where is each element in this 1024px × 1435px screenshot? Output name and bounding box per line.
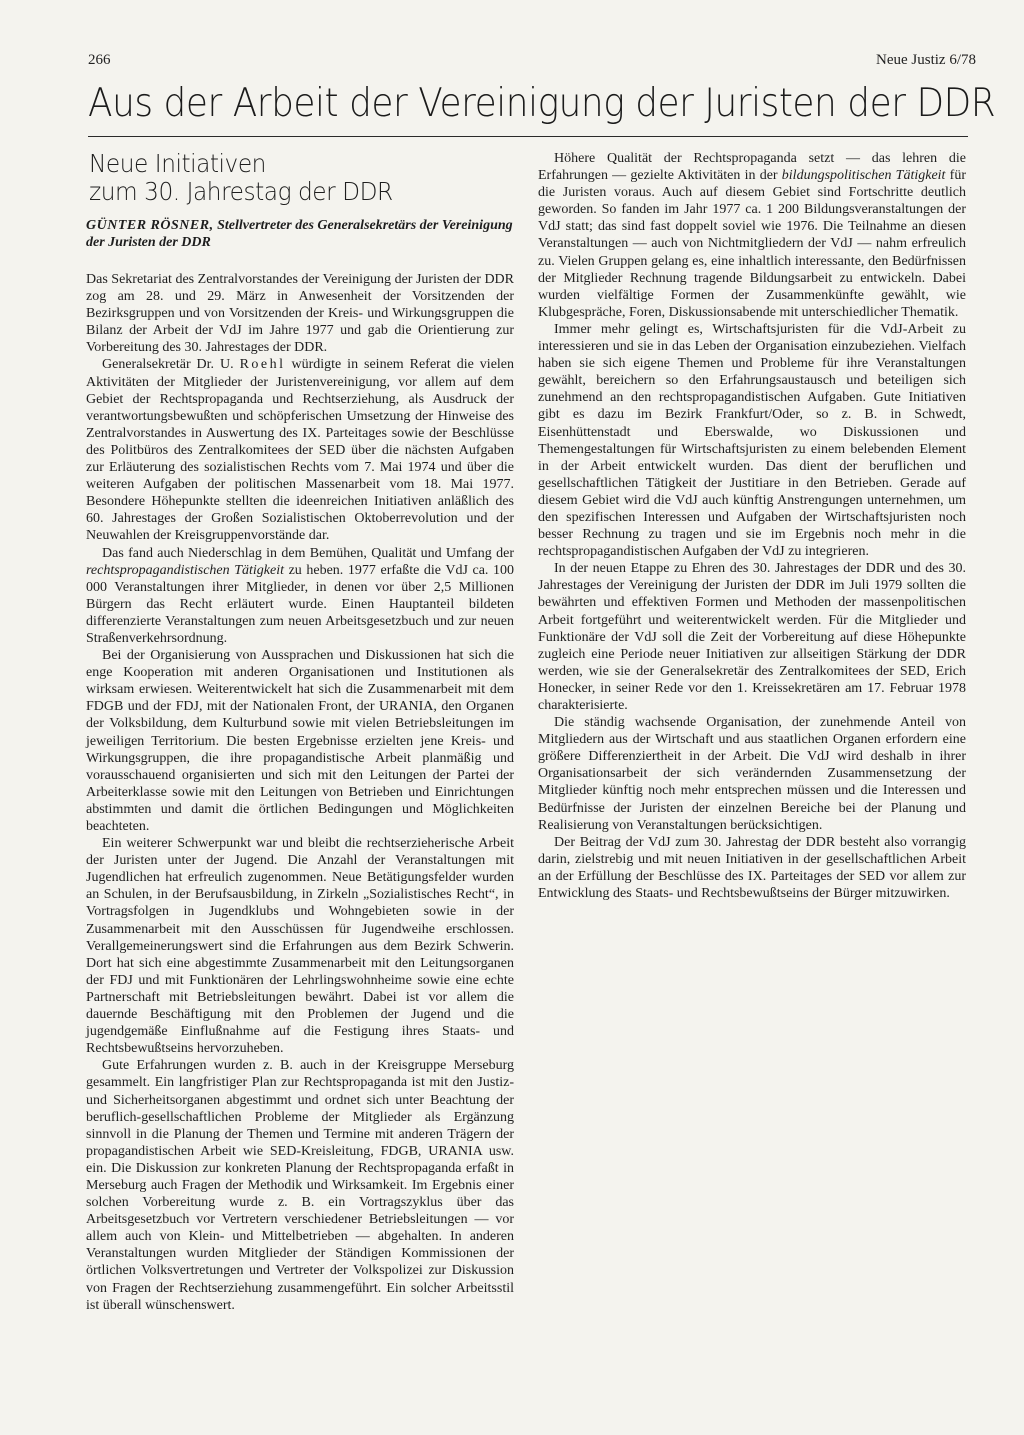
- paragraph: [538, 150, 966, 321]
- emphasis-text: bildungspolitischen Tätigkeit: [781, 168, 946, 184]
- journal-reference: Neue Justiz 6/78: [876, 52, 976, 68]
- paragraph: Das Sekretariat des Zentralvorstandes der Vereinigung der Juristen der DDR zog am 28. und 29. März in Anwesenheit der Vorsitzenden der Bezirksgruppen und von Vorsitzenden der Kreis- und Wirkungsgruppen die Bilanz der Arbeit der VdJ im Jahre 1977 und gab die Orientierung zur Vorbereitung des 30. Jahrestages der DDR.: [86, 272, 514, 356]
- paragraph-text: Höhere Qualität der Rechtspropaganda setzt — das lehren die Erfahrungen — gezielte Aktivitäten in der: [538, 151, 966, 184]
- page-number: 266: [88, 52, 111, 68]
- paragraph: Der Beitrag der VdJ zum 30. Jahrestag der DDR besteht also vorrangig darin, zielstrebig und mit neuen Initiativen in der gesellschaftlichen Arbeit an der Erfüllung der Beschlüsse des IX. Parteitages der SED vor allem zur Entwicklung des Staats- und Rechtsbewußtseins der Bürger mitzuwirken.: [538, 834, 966, 902]
- article-column-left: [86, 150, 514, 1314]
- paragraph-text: Das fand auch Niederschlag in dem Bemühen, Qualität und Umfang der: [102, 545, 514, 561]
- article-title: [89, 150, 484, 206]
- paragraph-text: für die Juristen voraus. Auch auf diesem Gebiet sind Fortschritte deutlich geworden. So fanden im Jahr 1977 ca. 1 200 Bildungsveranstaltungen der VdJ statt; das sind fast doppelt soviel wie 1976. Die Teilnahme an diesen Veranstaltungen — auch von Nichtmitgliedern der VdJ — nahm erfreulich zu. Vielen Gruppen gelang es, eine inhaltlich interessante, den Bedürfnissen der Mitglieder Rechnung tragende Bildungsarbeit zu entwickeln. Dabei wurden vielfältige Formen der Zusammenkünfte gewählt, wie Klubgespräche, Foren, Diskussionsabende mit unterschiedlicher Thematik.: [538, 168, 966, 320]
- author-name: GÜNTER RÖSNER,: [86, 218, 214, 233]
- paragraph: Die ständig wachsende Organisation, der zunehmende Anteil von Mitgliedern aus der Wirtschaft und aus staatlichen Organen erfordern eine größere Differenziertheit in der Arbeit. Die VdJ wird deshalb in ihrer Organisationsarbeit der sich verändernden Zusammensetzung der Mitglieder künftig noch mehr entsprechen müssen und die Interessen und Bedürfnisse der Juristen der einzelnen Bereiche bei der Planung und Realisierung von Veranstaltungen berücksichtigen.: [538, 715, 966, 833]
- paragraph-text: Generalsekretär Dr. U.: [102, 357, 234, 373]
- paragraph: Ein weiterer Schwerpunkt war und bleibt die rechtserzieherische Arbeit der Juristen unter der Jugend. Die Anzahl der Veranstaltungen mit Jugendlichen hat erfreulich zugenommen. Neue Betätigungsfelder wurden an Schulen, in der Berufsausbildung, in Zirkeln „Sozialistisches Recht“, in Vortragsfolgen in Jugendklubs und Wohngebieten sowie in der Zusammenarbeit mit den Ausschüssen für Jugendweihe erschlossen. Verallgemeinerungswert sind die Erfahrungen aus dem Bezirk Schwerin. Dort hat sich eine abgestimmte Zusammenarbeit mit den Leitungsorganen der FDJ und mit Funktionären der Lehrlingswohnheime sowie eine echte Partnerschaft mit Betriebsleitungen bewährt. Dabei ist vor allem die dauernde Beschäftigung mit den Problemen der Jugend und die jugendgemäße Einflußnahme auf die Festigung ihres Staats- und Rechtsbewußtseins hervorzuheben.: [86, 836, 514, 1057]
- paragraph-text: zu heben. 1977 erfaßte die VdJ ca. 100 000 Veranstaltungen ihrer Mitglieder, in denen vor über 2,5 Millionen Bürgern das Recht erläutert wurde. Einen Hauptanteil bildeten differenzierte Veranstaltungen zum neuen Arbeitsgesetzbuch und zur neuen Straßenverkehrsordnung.: [86, 562, 515, 646]
- author-role: Stellvertreter des Generalsekretärs der Vereinigung der Juristen der DDR: [86, 218, 513, 250]
- emphasis-text: rechtspropagandistischen Tätigkeit: [86, 562, 284, 578]
- paragraph: Bei der Organisierung von Aussprachen und Diskussionen hat sich die enge Kooperation mit anderen Organisationen und Institutionen als wirksam erwiesen. Weiterentwickelt hat sich die Zusammenarbeit mit dem FDGB und der FDJ, mit der Nationalen Front, der URANIA, den Organen der Volksbildung, dem Kulturbund sowie mit vielen Betriebsleitungen im jeweiligen Territorium. Die besten Ergebnisse erzielten jene Kreis- und Wirkungsgruppen, die ihre propagandistische Arbeit planmäßig und vorausschauend organisierten und sich mit den Leitungen der Partei der Arbeiterklasse sowie mit den Leitungen von Betrieben und Einrichtungen abstimmten und damit die örtlichen Bedingungen und Möglichkeiten beachteten.: [86, 648, 514, 834]
- paragraph-text: würdigte in seinem Referat die vielen Aktivitäten der Mitglieder der Juristenvereinigung, vor allem auf dem Gebiet der Rechtspropaganda und Rechtserziehung, als Ausdruck der verantwortungsbewußten und schöpferischen Umsetzung der Hinweise des Zentralvorstandes in Auswertung des IX. Parteitages sowie der Beschlüsse des Politbüros des Zentralkomitees der SED über die nächsten Aufgaben zur Erläuterung des sozialistischen Rechts vom 7. Mai 1974 und über die weiteren Aufgaben der politischen Massenarbeit vom 18. Mai 1977. Besondere Höhepunkte stellten die ideenreichen Initiativen anläßlich des 60. Jahrestages der Großen Sozialistischen Oktoberrevolution und der Neuwahlen der Kreisgruppenvorstände dar.: [86, 357, 515, 544]
- paragraph: Gute Erfahrungen wurden z. B. auch in der Kreisgruppe Merseburg gesammelt. Ein langfristiger Plan zur Rechtspropaganda ist mit den Justiz- und Sicherheitsorganen abgestimmt und ordnet sich unter Beachtung der beruflich-gesellschaftlichen Probleme der Mitglieder als Ergänzung sinnvoll in die Planung der Themen und Termine mit anderen Trägern der propagandistischen Arbeit wie SED-Kreisleitung, FDGB, URANIA usw. ein. Die Diskussion zur konkreten Planung der Rechtspropaganda erfaßt in Merseburg auch Fragen der Methodik und Wirksamkeit. Im Ergebnis einer solchen Vorbereitung wurde z. B. ein Vortragszyklus über das Arbeitsgesetzbuch vor Vertretern verschiedener Betriebsleitungen — vor allem auch von Klein- und Mittelbetrieben — abgehalten. In anderen Veranstaltungen wurden Mitglieder der Ständigen Kommissionen der örtlichen Volksvertretungen und Vertreter der Volkspolizei zur Diskussion von Fragen der Rechtserziehung zusammengeführt. Ein solcher Arbeitsstil ist überall wünschenswert.: [86, 1058, 514, 1313]
- paragraph: In der neuen Etappe zu Ehren des 30. Jahrestages der DDR und des 30. Jahrestages der Vereinigung der Juristen der DDR im Juli 1979 sollten die bewährten und effektiven Formen und Methoden der massenpolitischen Arbeit fortgeführt und weiterentwickelt werden. Für die Mitglieder und Funktionäre der VdJ soll die Zeit der Vorbereitung auf diese Höhepunkte zugleich eine Periode neuer Initiativen zur allseitigen Stärkung der DDR werden, wie sie der Generalsekretär des Zentralkomitees der SED, Erich Honecker, in seiner Rede vor den 1. Kreissekretären am 17. Februar 1978 charakterisierte.: [538, 561, 966, 713]
- section-heading: Aus der Arbeit der Vereinigung der Juristen der DDR: [88, 81, 996, 126]
- paragraph: [86, 545, 514, 648]
- paragraph: [86, 356, 514, 544]
- article-column-right: [538, 150, 966, 902]
- article-title-line-2: zum 30. Jahrestag der DDR: [89, 177, 393, 206]
- heading-rule: [88, 136, 968, 137]
- article-title-line-1: Neue Initiativen: [89, 149, 266, 178]
- byline: [86, 218, 514, 251]
- person-name: Roehl: [239, 357, 286, 373]
- paragraph: Immer mehr gelingt es, Wirtschaftsjuristen für die VdJ-Arbeit zu interessieren und sie in das Leben der Organisation einzubeziehen. Vielfach haben sie sich eigene Themen und Probleme für ihre Veranstaltungen gewählt, bereichern so den Erfahrungsaustausch und beteiligen sich zunehmend an den rechtspropagandistischen Aufgaben. Gute Initiativen gibt es dazu im Bezirk Frankfurt/Oder, so z. B. in Schwedt, Eisenhüttenstadt und Eberswalde, wo Diskussionen und Themengestaltungen für Wirtschaftsjuristen zu einem belebenden Element in der Arbeit entwickelt wurden. Das dient der beruflichen und gesellschaftlichen Tätigkeit der Justitiare in den Betrieben. Gerade auf diesem Gebiet wird die VdJ auch künftig Anstrengungen unternehmen, um den spezifischen Interessen und Aufgaben der Wirtschaftsjuristen noch besser Rechnung zu tragen und sie im Ergebnis noch mehr in die rechtspropagandistischen Aufgaben der VdJ zu integrieren.: [538, 321, 966, 560]
